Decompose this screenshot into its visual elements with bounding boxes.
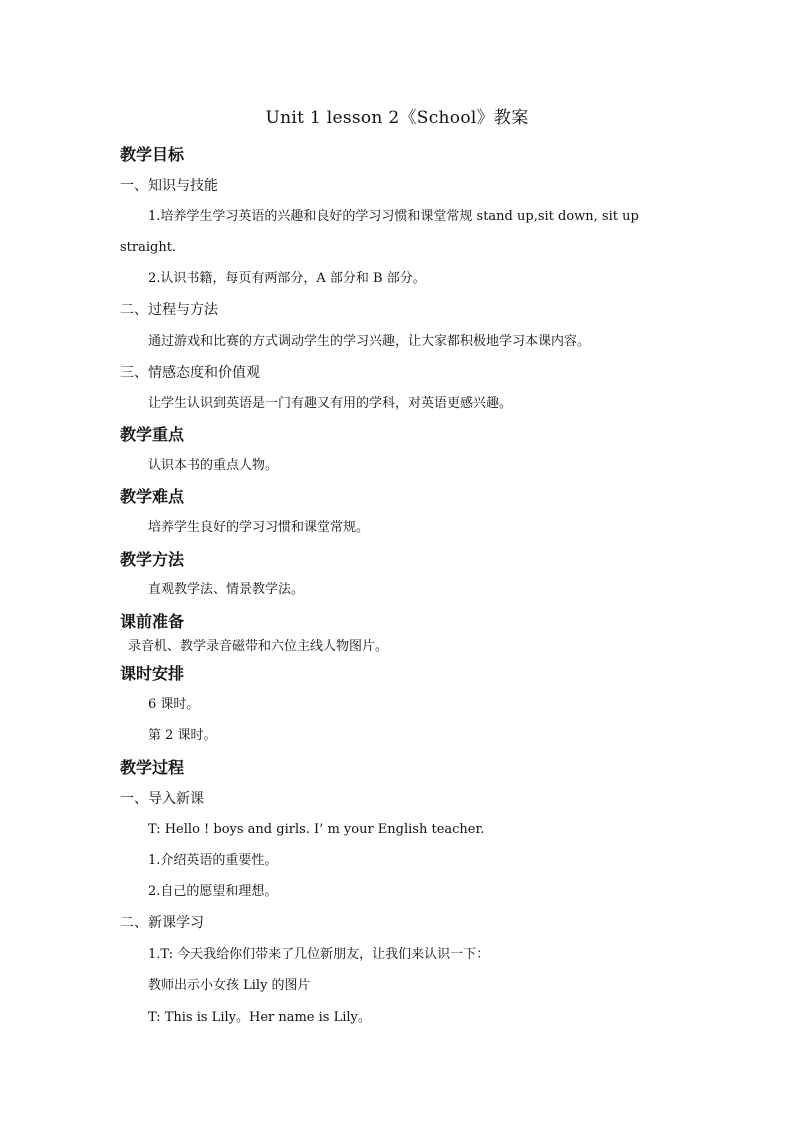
heading-preparation: 课前准备	[120, 612, 185, 631]
heading-schedule: 课时安排	[120, 664, 185, 683]
paragraph-greeting: T: Hello ! boys and girls. I’ m your English teacher.	[148, 822, 485, 837]
paragraph-lead-in-2: 2.自己的愿望和理想。	[148, 884, 278, 899]
paragraph-objective-1: 1.培养学生学习英语的兴趣和良好的学习习惯和课堂常规 stand up,sit down, sit up	[148, 209, 639, 224]
heading-key-points: 教学重点	[120, 425, 185, 444]
paragraph-preparation: 录音机、教学录音磁带和六位主线人物图片。	[128, 639, 389, 654]
paragraph-objective-1-cont: straight.	[120, 240, 177, 255]
paragraph-this-is-lily: T: This is Lily。Her name is Lily。	[148, 1010, 371, 1025]
subheading-lead-in: 一、导入新课	[120, 791, 204, 807]
paragraph-key-points: 认识本书的重点人物。	[148, 458, 279, 473]
paragraph-teaching-methods: 直观教学法、情景教学法。	[148, 582, 305, 597]
paragraph-objective-2: 2.认识书籍，每页有两部分，A 部分和 B 部分。	[148, 271, 426, 286]
document-title: Unit 1 lesson 2《School》教案	[265, 108, 529, 128]
paragraph-show-picture: 教师出示小女孩 Lily 的图片	[148, 978, 311, 993]
heading-difficulties: 教学难点	[120, 487, 185, 506]
paragraph-new-lesson-1: 1.T: 今天我给你们带来了几位新朋友，让我们来认识一下：	[148, 947, 490, 962]
heading-teaching-methods: 教学方法	[120, 550, 185, 569]
subheading-process-methods: 二、过程与方法	[120, 302, 218, 318]
paragraph-difficulties: 培养学生良好的学习习惯和课堂常规。	[148, 520, 370, 535]
subheading-new-lesson: 二、新课学习	[120, 915, 204, 931]
heading-teaching-process: 教学过程	[120, 758, 185, 777]
paragraph-lead-in-1: 1.介绍英语的重要性。	[148, 853, 278, 868]
paragraph-attitude: 让学生认识到英语是一门有趣又有用的学科，对英语更感兴趣。	[148, 396, 513, 411]
subheading-attitude-values: 三、情感态度和价值观	[120, 365, 260, 381]
subheading-knowledge-skills: 一、知识与技能	[120, 178, 218, 194]
paragraph-schedule-total: 6 课时。	[148, 697, 200, 712]
paragraph-schedule-current: 第 2 课时。	[148, 728, 217, 743]
paragraph-process: 通过游戏和比赛的方式调动学生的学习兴趣，让大家都积极地学习本课内容。	[148, 334, 591, 349]
heading-teaching-objectives: 教学目标	[120, 145, 185, 164]
